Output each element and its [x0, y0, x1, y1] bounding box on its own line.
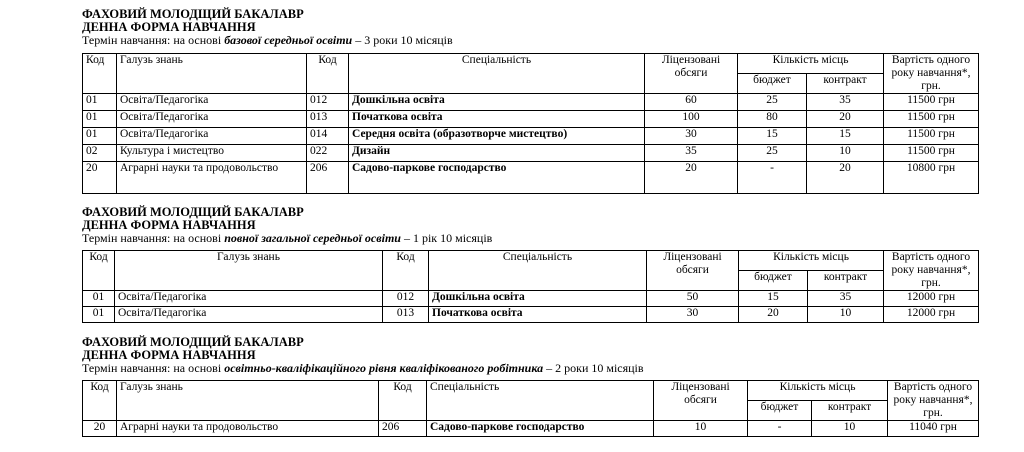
section-subtitle: ДЕННА ФОРМА НАВЧАННЯ	[82, 348, 256, 362]
study-term	[82, 362, 644, 375]
cell-specialty: Середня освіта (образотворче мистецтво)	[349, 128, 645, 145]
header-spec-code: Код	[379, 381, 427, 421]
cell-specialty: Початкова освіта	[429, 307, 647, 323]
header-spec-code: Код	[383, 251, 429, 291]
term-basis: базової середньої освіти	[224, 33, 353, 47]
programs-table-3	[82, 380, 979, 437]
table-row	[83, 421, 979, 437]
cell-cost: 11500 грн	[884, 94, 979, 111]
table-row	[83, 128, 979, 145]
header-code: Код	[83, 251, 115, 291]
section-title: ФАХОВИЙ МОЛОДЩИЙ БАКАЛАВР	[82, 205, 304, 219]
cell-field: Освіта/Педагогіка	[115, 307, 383, 323]
study-term	[82, 232, 492, 245]
cell-licensed: 10	[654, 421, 748, 437]
term-prefix: Термін навчання: на основі	[82, 33, 225, 47]
cell-code: 01	[83, 94, 117, 111]
table-row	[83, 145, 979, 162]
cell-cost: 11500 грн	[884, 128, 979, 145]
header-contract: контракт	[808, 271, 884, 291]
table-row	[83, 291, 979, 307]
cell-code: 20	[83, 421, 117, 437]
cell-specialty: Дошкільна освіта	[429, 291, 647, 307]
cell-spec-code: 012	[383, 291, 429, 307]
term-suffix: – 1 рік 10 місяців	[400, 231, 493, 245]
table-row	[83, 307, 979, 323]
table-row	[83, 162, 979, 194]
cell-field: Аграрні науки та продовольство	[117, 162, 307, 194]
cell-budget: 15	[739, 291, 808, 307]
section-title: ФАХОВИЙ МОЛОДЩИЙ БАКАЛАВР	[82, 335, 304, 349]
table-row	[83, 111, 979, 128]
cell-budget: -	[738, 162, 807, 194]
header-budget: бюджет	[748, 401, 812, 421]
cell-specialty: Дизайн	[349, 145, 645, 162]
cell-field: Культура і мистецтво	[117, 145, 307, 162]
header-spec-code: Код	[307, 54, 349, 94]
header-cost: Вартість одного року навчання*, грн.	[884, 251, 979, 291]
cell-code: 01	[83, 111, 117, 128]
cell-budget: 20	[739, 307, 808, 323]
cell-licensed: 30	[647, 307, 739, 323]
header-licensed: Ліцензовані обсяги	[654, 381, 748, 421]
header-specialty: Спеціальність	[427, 381, 654, 421]
cell-cost: 11500 грн	[884, 145, 979, 162]
cell-budget: 80	[738, 111, 807, 128]
term-prefix: Термін навчання: на основі	[82, 361, 225, 375]
cell-budget: 25	[738, 94, 807, 111]
cell-spec-code: 013	[383, 307, 429, 323]
cell-contract: 35	[808, 291, 884, 307]
header-contract: контракт	[812, 401, 888, 421]
cell-licensed: 20	[645, 162, 738, 194]
header-cost: Вартість одного року навчання*, грн.	[884, 54, 979, 94]
cell-contract: 15	[807, 128, 884, 145]
cell-field: Аграрні науки та продовольство	[117, 421, 379, 437]
header-contract: контракт	[807, 74, 884, 94]
term-suffix: – 3 роки 10 місяців	[352, 33, 453, 47]
cell-budget: 15	[738, 128, 807, 145]
cell-cost: 11500 грн	[884, 111, 979, 128]
header-budget: бюджет	[738, 74, 807, 94]
programs-table-2	[82, 250, 979, 323]
cell-budget: 25	[738, 145, 807, 162]
cell-spec-code: 206	[307, 162, 349, 194]
header-licensed: Ліцензовані обсяги	[645, 54, 738, 94]
cell-contract: 10	[808, 307, 884, 323]
header-code: Код	[83, 381, 117, 421]
cell-contract: 35	[807, 94, 884, 111]
cell-code: 01	[83, 307, 115, 323]
table-row	[83, 94, 979, 111]
header-specialty: Спеціальність	[429, 251, 647, 291]
cell-contract: 10	[812, 421, 888, 437]
cell-code: 01	[83, 291, 115, 307]
header-cost: Вартість одного року навчання*, грн.	[888, 381, 979, 421]
cell-code: 02	[83, 145, 117, 162]
section-title: ФАХОВИЙ МОЛОДЩИЙ БАКАЛАВР	[82, 7, 304, 21]
cell-specialty: Початкова освіта	[349, 111, 645, 128]
cell-cost: 12000 грн	[884, 291, 979, 307]
section-2-heading	[82, 206, 492, 245]
cell-spec-code: 012	[307, 94, 349, 111]
header-code: Код	[83, 54, 117, 94]
programs-table-1	[82, 53, 979, 194]
term-prefix: Термін навчання: на основі	[82, 231, 225, 245]
header-field: Галузь знань	[115, 251, 383, 291]
cell-field: Освіта/Педагогіка	[117, 94, 307, 111]
cell-field: Освіта/Педагогіка	[115, 291, 383, 307]
cell-budget: -	[748, 421, 812, 437]
section-1-heading	[82, 8, 453, 47]
cell-cost: 12000 грн	[884, 307, 979, 323]
header-places: Кількість місць	[738, 54, 884, 74]
header-places: Кількість місць	[739, 251, 884, 271]
cell-licensed: 30	[645, 128, 738, 145]
cell-spec-code: 022	[307, 145, 349, 162]
header-field: Галузь знань	[117, 381, 379, 421]
header-field: Галузь знань	[117, 54, 307, 94]
study-term	[82, 34, 453, 47]
section-3-heading	[82, 336, 644, 375]
header-budget: бюджет	[739, 271, 808, 291]
cell-code: 20	[83, 162, 117, 194]
header-specialty: Спеціальність	[349, 54, 645, 94]
cell-field: Освіта/Педагогіка	[117, 111, 307, 128]
cell-contract: 10	[807, 145, 884, 162]
cell-licensed: 35	[645, 145, 738, 162]
term-basis: повної загальної середньої освіти	[224, 231, 401, 245]
term-basis: освітньо-кваліфікаційного рівня кваліфікованого робітника	[224, 361, 544, 375]
cell-contract: 20	[807, 111, 884, 128]
cell-cost: 11040 грн	[888, 421, 979, 437]
cell-spec-code: 013	[307, 111, 349, 128]
cell-code: 01	[83, 128, 117, 145]
cell-spec-code: 206	[379, 421, 427, 437]
section-subtitle: ДЕННА ФОРМА НАВЧАННЯ	[82, 218, 256, 232]
cell-field: Освіта/Педагогіка	[117, 128, 307, 145]
cell-licensed: 50	[647, 291, 739, 307]
cell-specialty: Садово-паркове господарство	[349, 162, 645, 194]
cell-specialty: Садово-паркове господарство	[427, 421, 654, 437]
header-places: Кількість місць	[748, 381, 888, 401]
section-subtitle: ДЕННА ФОРМА НАВЧАННЯ	[82, 20, 256, 34]
cell-licensed: 100	[645, 111, 738, 128]
cell-spec-code: 014	[307, 128, 349, 145]
term-suffix: – 2 роки 10 місяців	[543, 361, 644, 375]
cell-licensed: 60	[645, 94, 738, 111]
cell-contract: 20	[807, 162, 884, 194]
cell-specialty: Дошкільна освіта	[349, 94, 645, 111]
header-licensed: Ліцензовані обсяги	[647, 251, 739, 291]
cell-cost: 10800 грн	[884, 162, 979, 194]
